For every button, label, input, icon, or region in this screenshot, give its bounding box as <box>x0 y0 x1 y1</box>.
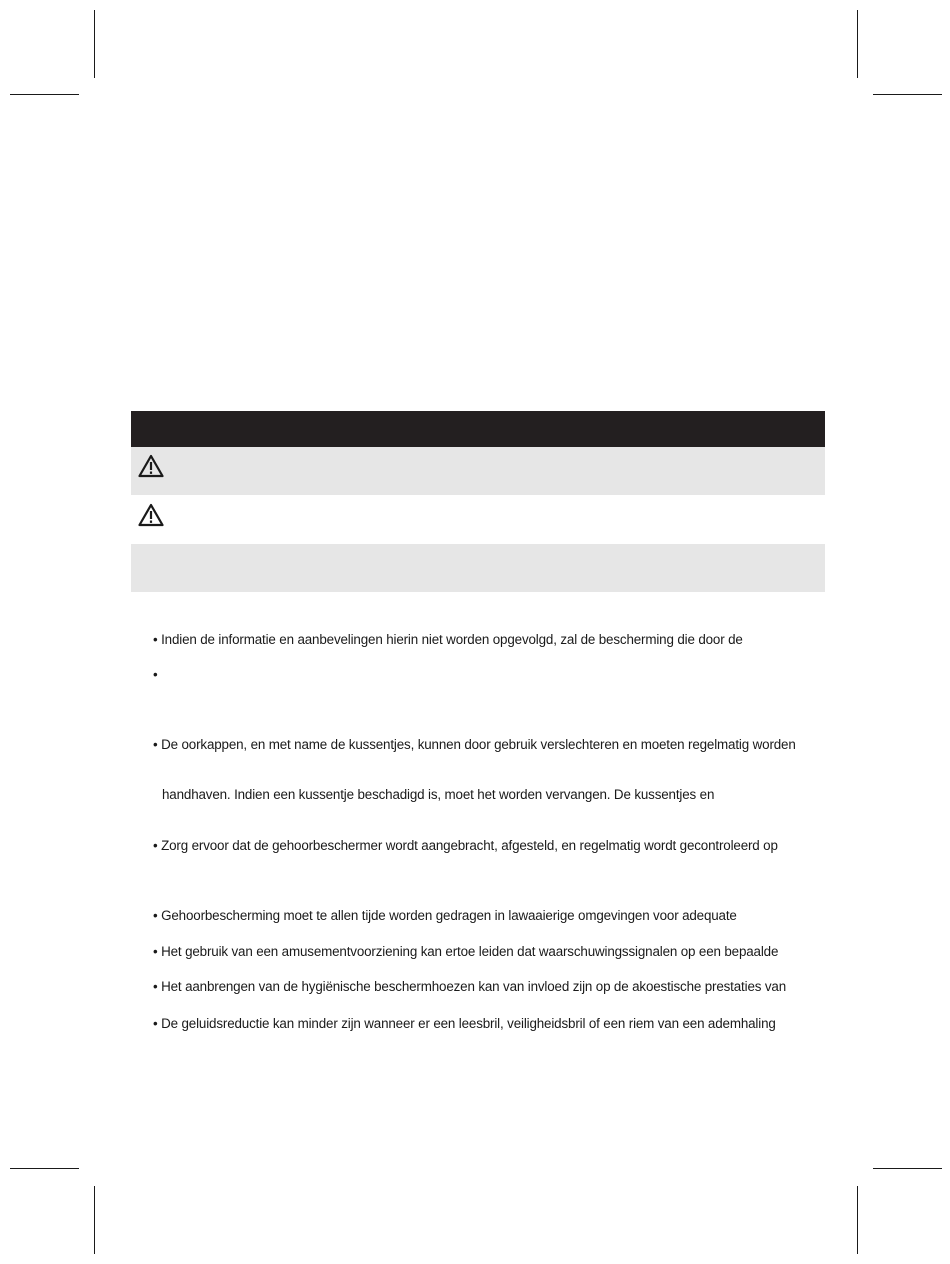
crop-mark-top-right-horizontal <box>873 94 942 95</box>
bullet-line-4: • Zorg ervoor dat de gehoorbeschermer wordt aangebracht, afgesteld, en regelmatig wordt gecontroleerd op <box>153 838 778 853</box>
warning-band-1 <box>131 447 825 495</box>
bullet-line-3-continued: handhaven. Indien een kussentje beschadigd is, moet het worden vervangen. De kussentjes en <box>162 787 715 802</box>
crop-mark-top-left-vertical <box>94 10 95 78</box>
info-band <box>131 544 825 592</box>
bullet-line-8: • De geluidsreductie kan minder zijn wanneer er een leesbril, veiligheidsbril of een riem van een ademhaling <box>153 1016 776 1031</box>
bullet-line-3: • De oorkappen, en met name de kussentjes, kunnen door gebruik verslechteren en moeten regelmatig worden <box>153 737 796 752</box>
bullet-line-6: • Het gebruik van een amusementvoorziening kan ertoe leiden dat waarschuwingssignalen op een bepaalde <box>153 944 779 959</box>
crop-mark-bottom-left-vertical <box>94 1186 95 1254</box>
bullet-line-5: • Gehoorbescherming moet te allen tijde worden gedragen in lawaaierige omgevingen voor adequate <box>153 908 737 923</box>
crop-mark-bottom-right-vertical <box>857 1186 858 1254</box>
bullet-line-7: • Het aanbrengen van de hygiënische beschermhoezen kan van invloed zijn op de akoestische prestaties van <box>153 979 786 994</box>
warning-triangle-icon <box>138 503 164 527</box>
section-header-bar <box>131 411 825 447</box>
crop-mark-bottom-right-horizontal <box>873 1168 942 1169</box>
bullet-line-1: • Indien de informatie en aanbevelingen hierin niet worden opgevolgd, zal de bescherming die door de <box>153 632 743 647</box>
bullet-line-2: • <box>153 667 158 682</box>
crop-mark-bottom-left-horizontal <box>10 1168 79 1169</box>
warning-triangle-icon <box>138 454 164 478</box>
crop-mark-top-left-horizontal <box>10 94 79 95</box>
warning-band-2 <box>131 495 825 543</box>
crop-mark-top-right-vertical <box>857 10 858 78</box>
